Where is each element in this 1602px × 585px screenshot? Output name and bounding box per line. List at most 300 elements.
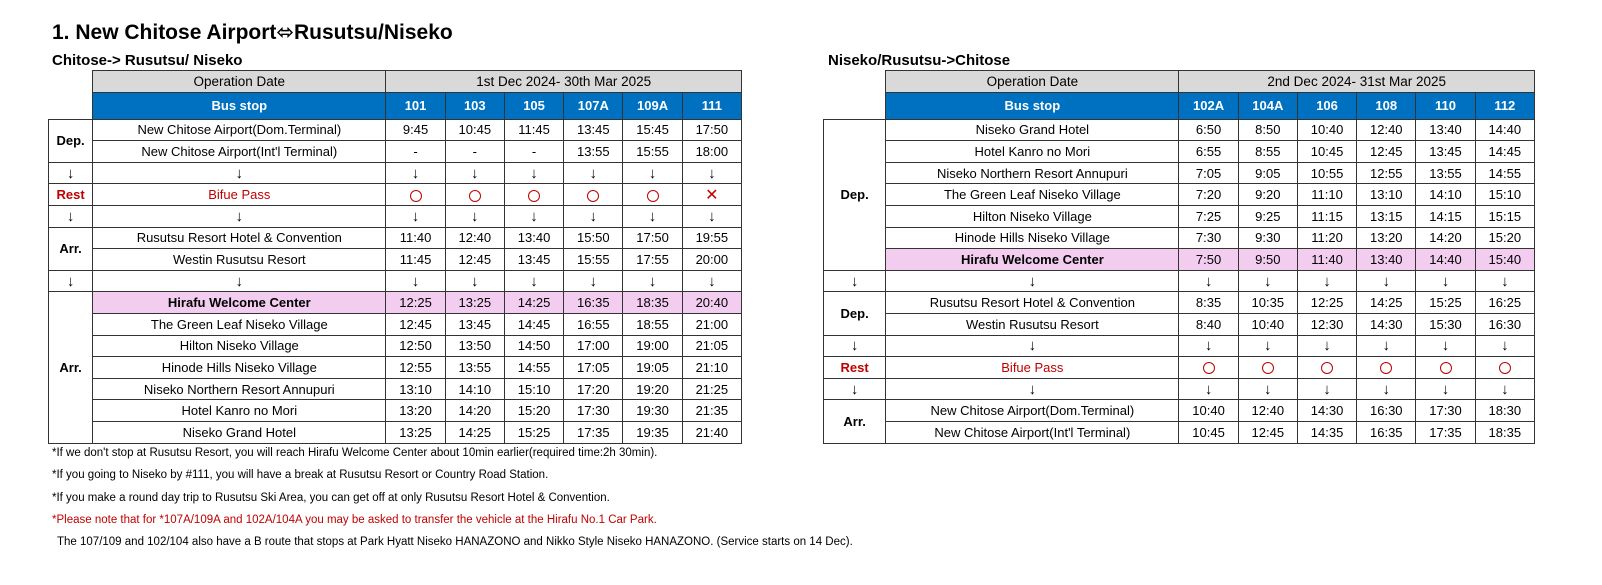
rest-row [49, 184, 742, 206]
departure-time: 13:45 [1416, 141, 1475, 163]
stop-row [49, 378, 742, 400]
circle-mark-icon [410, 190, 422, 202]
arrow-row [49, 270, 742, 292]
footnote: *Please note that for *107A/109A and 102A/104A you may be asked to transfer the vehicle at the Hirafu No.1 Car Park. [52, 513, 657, 526]
arrow-row [824, 270, 1535, 292]
stop-row [49, 357, 742, 379]
departure-time: 10:45 [1297, 141, 1356, 163]
departure-time: 8:50 [1238, 119, 1297, 141]
departure-time: 14:50 [504, 335, 563, 357]
rest-stop-yes [1238, 357, 1297, 379]
departure-time: 16:35 [564, 292, 623, 314]
stop-row [49, 400, 742, 422]
departure-time: 18:55 [623, 313, 682, 335]
departure-time: 13:45 [504, 249, 563, 271]
stop-name: The Green Leaf Niseko Village [886, 184, 1179, 206]
circle-mark-icon [1499, 362, 1511, 374]
departure-time: 7:25 [1179, 205, 1238, 227]
departure-time: 13:40 [1416, 119, 1475, 141]
departure-time: 13:15 [1357, 205, 1416, 227]
down-arrow-icon: ↓ [886, 270, 1179, 292]
bus-stop-label: Bus stop [93, 92, 386, 119]
stop-row [49, 119, 742, 141]
down-arrow-icon: ↓ [93, 162, 386, 184]
down-arrow-icon: ↓ [1475, 378, 1534, 400]
bus-number: 109A [623, 92, 682, 119]
stop-name: Hirafu Welcome Center [886, 249, 1179, 271]
bus-number: 105 [504, 92, 563, 119]
departure-time: 12:45 [445, 249, 504, 271]
stop-row [824, 119, 1535, 141]
down-arrow-icon: ↓ [445, 270, 504, 292]
departure-time: 13:10 [1357, 184, 1416, 206]
departure-time: 12:55 [1357, 162, 1416, 184]
stop-name: Westin Rusutsu Resort [93, 249, 386, 271]
circle-mark-icon [587, 190, 599, 202]
departure-time: 21:35 [682, 400, 741, 422]
departure-time: 11:40 [1297, 249, 1356, 271]
circle-mark-icon [1203, 362, 1215, 374]
rest-row [824, 357, 1535, 379]
departure-time: 19:00 [623, 335, 682, 357]
departure-time: 19:20 [623, 378, 682, 400]
stop-row [824, 184, 1535, 206]
stop-name: Hinode Hills Niseko Village [93, 357, 386, 379]
circle-mark-icon [1380, 362, 1392, 374]
stop-row [824, 141, 1535, 163]
rest-stop-yes [1357, 357, 1416, 379]
rest-stop-yes [445, 184, 504, 206]
stop-name: New Chitose Airport(Int'l Terminal) [886, 421, 1179, 443]
stop-name: Bifue Pass [886, 357, 1179, 379]
departure-time: 16:30 [1357, 400, 1416, 422]
stop-name: New Chitose Airport(Dom.Terminal) [93, 119, 386, 141]
operation-date-label: Operation Date [886, 71, 1179, 93]
bus-number: 107A [564, 92, 623, 119]
down-arrow-icon: ↓ [1179, 335, 1238, 357]
departure-time: 13:20 [1357, 227, 1416, 249]
stop-name: Niseko Northern Resort Annupuri [93, 378, 386, 400]
stop-row [49, 313, 742, 335]
circle-mark-icon [469, 190, 481, 202]
departure-time: 16:55 [564, 313, 623, 335]
corner-blank [824, 71, 886, 93]
bus-number-row [824, 92, 1535, 119]
departure-time: 12:45 [1357, 141, 1416, 163]
circle-mark-icon [1321, 362, 1333, 374]
departure-time: 19:30 [623, 400, 682, 422]
stop-name: Hirafu Welcome Center [93, 292, 386, 314]
departure-time: 13:55 [564, 141, 623, 163]
departure-time: 10:40 [1179, 400, 1238, 422]
circle-mark-icon [528, 190, 540, 202]
stop-row [49, 421, 742, 443]
departure-time: 13:40 [504, 227, 563, 249]
departure-time: 18:30 [1475, 400, 1534, 422]
circle-mark-icon [1440, 362, 1452, 374]
departure-time: 9:50 [1238, 249, 1297, 271]
stop-row [824, 292, 1535, 314]
stop-name: Westin Rusutsu Resort [886, 313, 1179, 335]
stop-name: Hotel Kanro no Mori [93, 400, 386, 422]
departure-time: 20:40 [682, 292, 741, 314]
departure-time: 13:10 [386, 378, 445, 400]
departure-time: 10:45 [445, 119, 504, 141]
down-arrow-icon: ↓ [564, 270, 623, 292]
arrow-row [824, 378, 1535, 400]
down-arrow-icon: ↓ [93, 270, 386, 292]
departure-time: 12:45 [386, 313, 445, 335]
departure-time: 8:55 [1238, 141, 1297, 163]
departure-time: 12:55 [386, 357, 445, 379]
stop-row [49, 227, 742, 249]
outbound-subtitle: Chitose-> Rusutsu/ Niseko [52, 52, 243, 69]
departure-time: 17:30 [1416, 400, 1475, 422]
stop-row [824, 205, 1535, 227]
departure-time: 14:20 [1416, 227, 1475, 249]
departure-time: 16:35 [1357, 421, 1416, 443]
departure-time: 17:55 [623, 249, 682, 271]
inbound-timetable [823, 70, 1535, 444]
departure-time: 12:30 [1297, 313, 1356, 335]
departure-time: 13:45 [445, 313, 504, 335]
departure-time: 12:40 [445, 227, 504, 249]
circle-mark-icon [1262, 362, 1274, 374]
stop-name: New Chitose Airport(Int'l Terminal) [93, 141, 386, 163]
down-arrow-icon: ↓ [49, 270, 93, 292]
departure-time: 10:45 [1179, 421, 1238, 443]
bus-number-row [49, 92, 742, 119]
departure-time: - [386, 141, 445, 163]
down-arrow-icon: ↓ [1357, 270, 1416, 292]
down-arrow-icon: ↓ [1297, 378, 1356, 400]
departure-time: 13:25 [445, 292, 504, 314]
bus-number: 110 [1416, 92, 1475, 119]
stop-name: Hilton Niseko Village [886, 205, 1179, 227]
departure-time: 14:45 [1475, 141, 1534, 163]
departure-time: 11:45 [386, 249, 445, 271]
departure-time: 15:30 [1416, 313, 1475, 335]
departure-time: 15:10 [504, 378, 563, 400]
departure-time: 18:00 [682, 141, 741, 163]
departure-time: 12:25 [386, 292, 445, 314]
departure-time: 15:45 [623, 119, 682, 141]
down-arrow-icon: ↓ [682, 270, 741, 292]
departure-time: 14:35 [1297, 421, 1356, 443]
departure-time: 13:25 [386, 421, 445, 443]
stop-name: Niseko Grand Hotel [886, 119, 1179, 141]
departure-time: 9:25 [1238, 205, 1297, 227]
down-arrow-icon: ↓ [445, 162, 504, 184]
stop-row [824, 249, 1535, 271]
departure-time: 14:10 [445, 378, 504, 400]
down-arrow-icon: ↓ [886, 335, 1179, 357]
down-arrow-icon: ↓ [1179, 270, 1238, 292]
departure-time: 14:10 [1416, 184, 1475, 206]
departure-time: 18:35 [623, 292, 682, 314]
down-arrow-icon: ↓ [824, 270, 886, 292]
stop-row [49, 141, 742, 163]
departure-time: 12:50 [386, 335, 445, 357]
stop-row [49, 335, 742, 357]
bus-stop-label: Bus stop [886, 92, 1179, 119]
down-arrow-icon: ↓ [504, 270, 563, 292]
rest-stop-yes [623, 184, 682, 206]
departure-time: 11:20 [1297, 227, 1356, 249]
departure-time: 15:20 [1475, 227, 1534, 249]
departure-time: 18:35 [1475, 421, 1534, 443]
rest-stop-yes [1179, 357, 1238, 379]
departure-time: 17:30 [564, 400, 623, 422]
down-arrow-icon: ↓ [504, 162, 563, 184]
departure-time: - [504, 141, 563, 163]
departure-time: 14:30 [1357, 313, 1416, 335]
corner-blank [49, 71, 93, 93]
down-arrow-icon: ↓ [1297, 270, 1356, 292]
arrow-row [49, 205, 742, 227]
departure-time: 15:50 [564, 227, 623, 249]
departure-time: 20:00 [682, 249, 741, 271]
section-label: Dep. [824, 292, 886, 335]
bus-number: 104A [1238, 92, 1297, 119]
departure-time: 15:25 [1416, 292, 1475, 314]
departure-time: - [445, 141, 504, 163]
down-arrow-icon: ↓ [682, 205, 741, 227]
operation-date-row [49, 71, 742, 93]
section-label: Rest [49, 184, 93, 206]
rest-stop-yes [1297, 357, 1356, 379]
down-arrow-icon: ↓ [386, 162, 445, 184]
departure-time: 15:20 [504, 400, 563, 422]
stop-name: The Green Leaf Niseko Village [93, 313, 386, 335]
departure-time: 7:05 [1179, 162, 1238, 184]
stop-name: Rusutsu Resort Hotel & Convention [886, 292, 1179, 314]
operation-date-value: 1st Dec 2024- 30th Mar 2025 [386, 71, 742, 93]
down-arrow-icon: ↓ [1238, 378, 1297, 400]
departure-time: 14:20 [445, 400, 504, 422]
departure-time: 14:40 [1416, 249, 1475, 271]
departure-time: 10:35 [1238, 292, 1297, 314]
operation-date-label: Operation Date [93, 71, 386, 93]
rest-stop-yes [504, 184, 563, 206]
departure-time: 19:35 [623, 421, 682, 443]
departure-time: 12:40 [1357, 119, 1416, 141]
section-label: Dep. [49, 119, 93, 162]
departure-time: 6:50 [1179, 119, 1238, 141]
stop-row [49, 292, 742, 314]
footnote: The 107/109 and 102/104 also have a B route that stops at Park Hyatt Niseko HANAZONO and Nikko Style Niseko HANAZONO. (Service starts on 14 Dec). [57, 536, 853, 549]
section-label: Arr. [49, 292, 93, 443]
arrow-row [824, 335, 1535, 357]
departure-time: 13:55 [445, 357, 504, 379]
down-arrow-icon: ↓ [1475, 335, 1534, 357]
stop-row [824, 227, 1535, 249]
rest-stop-yes [1475, 357, 1534, 379]
stop-name: Rusutsu Resort Hotel & Convention [93, 227, 386, 249]
departure-time: 10:40 [1297, 119, 1356, 141]
departure-time: 14:25 [1357, 292, 1416, 314]
departure-time: 7:50 [1179, 249, 1238, 271]
down-arrow-icon: ↓ [49, 205, 93, 227]
down-arrow-icon: ↓ [504, 205, 563, 227]
departure-time: 14:40 [1475, 119, 1534, 141]
bus-number: 102A [1179, 92, 1238, 119]
stop-row [824, 313, 1535, 335]
departure-time: 12:25 [1297, 292, 1356, 314]
departure-time: 21:10 [682, 357, 741, 379]
departure-time: 15:25 [504, 421, 563, 443]
operation-date-value: 2nd Dec 2024- 31st Mar 2025 [1179, 71, 1535, 93]
departure-time: 9:45 [386, 119, 445, 141]
departure-time: 8:35 [1179, 292, 1238, 314]
stop-row [824, 421, 1535, 443]
down-arrow-icon: ↓ [93, 205, 386, 227]
outbound-timetable [48, 70, 742, 444]
departure-time: 11:15 [1297, 205, 1356, 227]
departure-time: 13:20 [386, 400, 445, 422]
down-arrow-icon: ↓ [1416, 270, 1475, 292]
stop-row [49, 249, 742, 271]
down-arrow-icon: ↓ [564, 162, 623, 184]
departure-time: 10:55 [1297, 162, 1356, 184]
departure-time: 13:45 [564, 119, 623, 141]
stop-row [824, 162, 1535, 184]
departure-time: 14:55 [1475, 162, 1534, 184]
departure-time: 12:45 [1238, 421, 1297, 443]
circle-mark-icon [647, 190, 659, 202]
departure-time: 17:35 [564, 421, 623, 443]
bus-number: 106 [1297, 92, 1356, 119]
stop-name: Hilton Niseko Village [93, 335, 386, 357]
arrow-row [49, 162, 742, 184]
section-label: Rest [824, 357, 886, 379]
down-arrow-icon: ↓ [682, 162, 741, 184]
stop-name: Niseko Northern Resort Annupuri [886, 162, 1179, 184]
departure-time: 17:35 [1416, 421, 1475, 443]
footnotes [52, 445, 853, 556]
departure-time: 15:40 [1475, 249, 1534, 271]
departure-time: 11:40 [386, 227, 445, 249]
departure-time: 21:40 [682, 421, 741, 443]
bus-number: 103 [445, 92, 504, 119]
rest-stop-yes [564, 184, 623, 206]
down-arrow-icon: ↓ [1357, 378, 1416, 400]
operation-date-row [824, 71, 1535, 93]
departure-time: 16:25 [1475, 292, 1534, 314]
departure-time: 14:25 [445, 421, 504, 443]
departure-time: 19:05 [623, 357, 682, 379]
stop-name: New Chitose Airport(Dom.Terminal) [886, 400, 1179, 422]
departure-time: 15:15 [1475, 205, 1534, 227]
departure-time: 9:30 [1238, 227, 1297, 249]
down-arrow-icon: ↓ [1416, 378, 1475, 400]
bus-number: 101 [386, 92, 445, 119]
departure-time: 17:50 [682, 119, 741, 141]
stop-name: Hotel Kanro no Mori [886, 141, 1179, 163]
departure-time: 16:30 [1475, 313, 1534, 335]
departure-time: 21:25 [682, 378, 741, 400]
footnote: *If you make a round day trip to Rusutsu Ski Area, you can get off at only Rusutsu Resort Hotel & Convention. [52, 491, 610, 504]
departure-time: 8:40 [1179, 313, 1238, 335]
departure-time: 14:25 [504, 292, 563, 314]
departure-time: 12:40 [1238, 400, 1297, 422]
departure-time: 14:55 [504, 357, 563, 379]
down-arrow-icon: ↓ [386, 205, 445, 227]
down-arrow-icon: ↓ [623, 205, 682, 227]
down-arrow-icon: ↓ [1297, 335, 1356, 357]
bus-number: 108 [1357, 92, 1416, 119]
bus-number: 111 [682, 92, 741, 119]
departure-time: 15:55 [623, 141, 682, 163]
cross-mark-icon: ✕ [705, 186, 719, 204]
down-arrow-icon: ↓ [824, 335, 886, 357]
departure-time: 13:50 [445, 335, 504, 357]
corner-blank [824, 92, 886, 119]
corner-blank [49, 92, 93, 119]
departure-time: 17:50 [623, 227, 682, 249]
departure-time: 14:15 [1416, 205, 1475, 227]
departure-time: 15:10 [1475, 184, 1534, 206]
departure-time: 13:40 [1357, 249, 1416, 271]
departure-time: 6:55 [1179, 141, 1238, 163]
down-arrow-icon: ↓ [623, 270, 682, 292]
rest-stop-no [682, 184, 741, 206]
departure-time: 9:20 [1238, 184, 1297, 206]
page-title: 1. New Chitose Airport⬄Rusutsu/Niseko [52, 21, 453, 44]
section-label: Arr. [49, 227, 93, 270]
down-arrow-icon: ↓ [445, 205, 504, 227]
departure-time: 13:55 [1416, 162, 1475, 184]
section-label: Arr. [824, 400, 886, 443]
down-arrow-icon: ↓ [49, 162, 93, 184]
down-arrow-icon: ↓ [1238, 335, 1297, 357]
rest-stop-yes [1416, 357, 1475, 379]
section-label: Dep. [824, 119, 886, 270]
departure-time: 15:55 [564, 249, 623, 271]
departure-time: 21:00 [682, 313, 741, 335]
stop-name: Bifue Pass [93, 184, 386, 206]
stop-row [824, 400, 1535, 422]
departure-time: 17:20 [564, 378, 623, 400]
departure-time: 19:55 [682, 227, 741, 249]
down-arrow-icon: ↓ [1238, 270, 1297, 292]
departure-time: 11:45 [504, 119, 563, 141]
inbound-subtitle: Niseko/Rusutsu->Chitose [828, 52, 1011, 69]
departure-time: 9:05 [1238, 162, 1297, 184]
down-arrow-icon: ↓ [886, 378, 1179, 400]
departure-time: 7:20 [1179, 184, 1238, 206]
departure-time: 10:40 [1238, 313, 1297, 335]
departure-time: 14:45 [504, 313, 563, 335]
down-arrow-icon: ↓ [1475, 270, 1534, 292]
down-arrow-icon: ↓ [824, 378, 886, 400]
departure-time: 17:05 [564, 357, 623, 379]
down-arrow-icon: ↓ [1416, 335, 1475, 357]
departure-time: 7:30 [1179, 227, 1238, 249]
departure-time: 21:05 [682, 335, 741, 357]
down-arrow-icon: ↓ [386, 270, 445, 292]
stop-name: Niseko Grand Hotel [93, 421, 386, 443]
departure-time: 11:10 [1297, 184, 1356, 206]
down-arrow-icon: ↓ [1179, 378, 1238, 400]
departure-time: 14:30 [1297, 400, 1356, 422]
bus-number: 112 [1475, 92, 1534, 119]
down-arrow-icon: ↓ [564, 205, 623, 227]
footnote: *If we don't stop at Rusutsu Resort, you will reach Hirafu Welcome Center about 10min earlier(required time:2h 30min). [52, 447, 658, 459]
rest-stop-yes [386, 184, 445, 206]
stop-name: Hinode Hills Niseko Village [886, 227, 1179, 249]
down-arrow-icon: ↓ [623, 162, 682, 184]
